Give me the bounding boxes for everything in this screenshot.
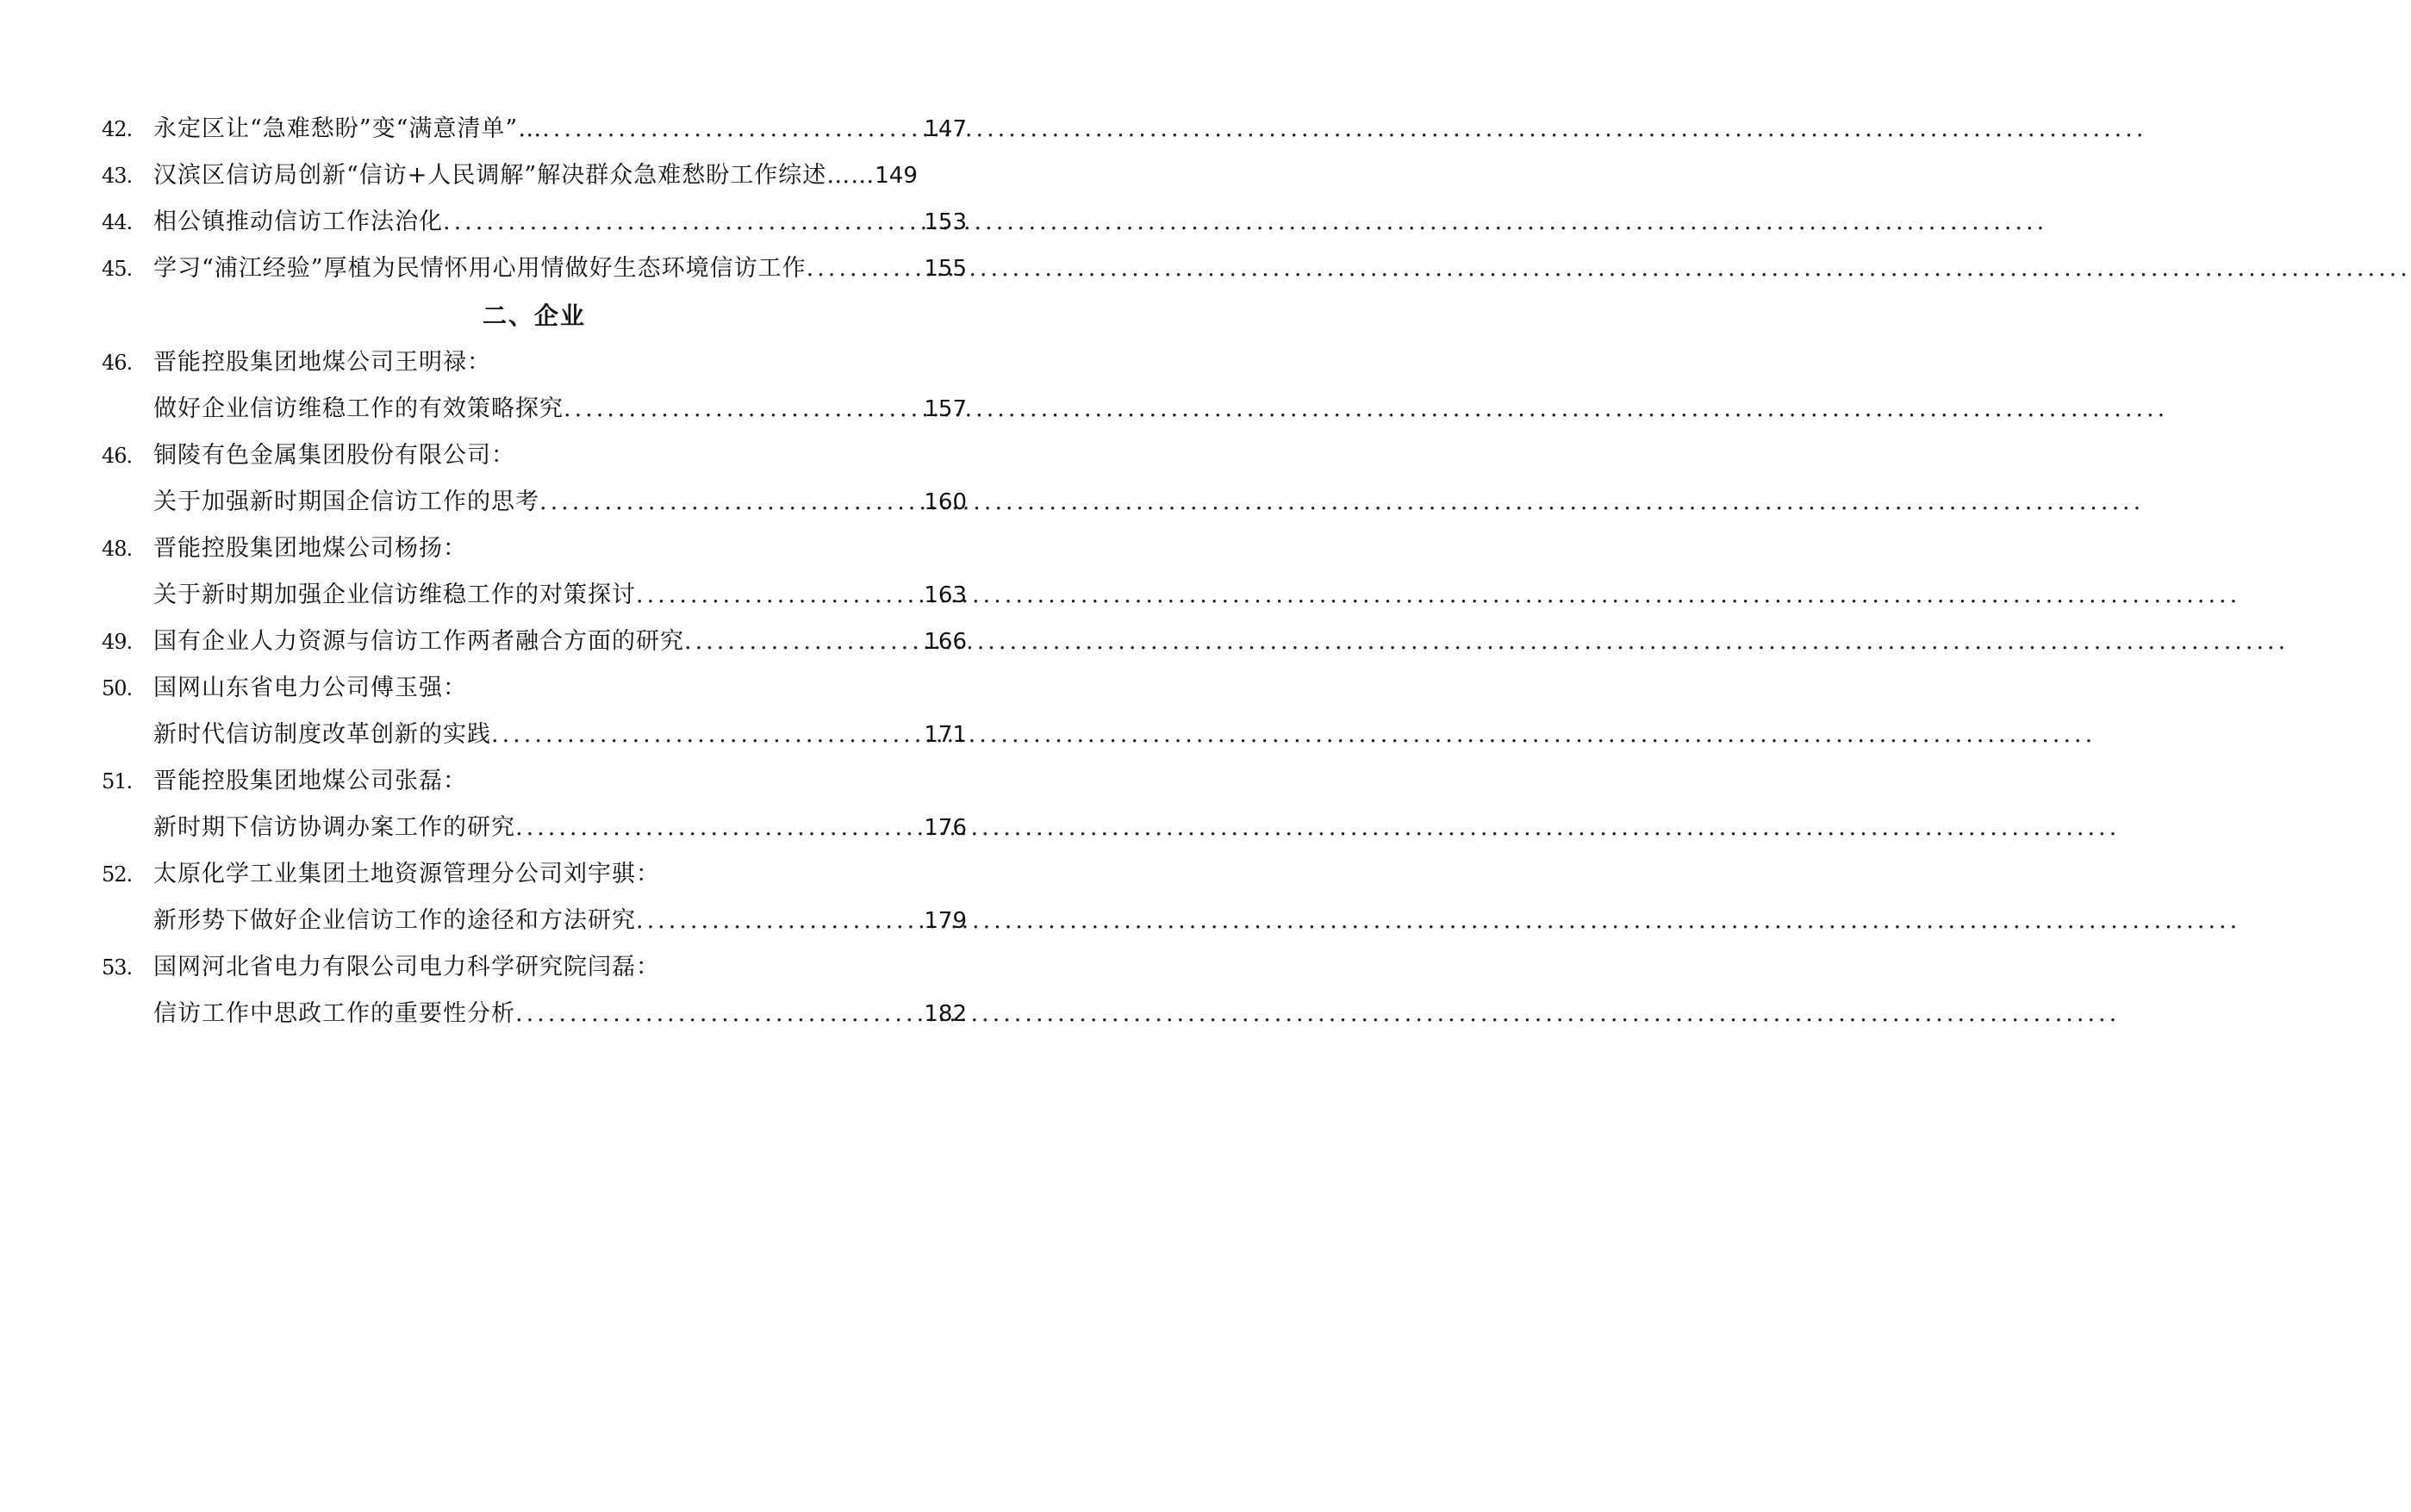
entry-author: 太原化学工业集团土地资源管理分公司刘宇骐： (153, 861, 660, 887)
entry-title: 汉滨区信访局创新“信访+人民调解”解决群众急难愁盼工作综述…… (153, 162, 875, 189)
entry-author: 晋能控股集团地煤公司王明禄： (153, 349, 491, 376)
entry-page-number: 160 (924, 489, 967, 515)
entry-page-number: 163 (924, 582, 967, 608)
dot-leader (542, 106, 924, 152)
toc-entry-title-line[interactable] (102, 805, 967, 851)
toc-entry-author-line[interactable] (102, 665, 967, 712)
entry-number: 53. (102, 955, 133, 980)
toc-entry-title-line[interactable] (102, 572, 967, 619)
entry-number: 50. (102, 676, 133, 700)
entry-title: 关于加强新时期国企信访工作的思考 (153, 488, 539, 515)
entry-title: 关于新时期加强企业信访维稳工作的对策探讨 (153, 582, 636, 608)
entry-title: 相公镇推动信访工作法治化 (153, 208, 443, 235)
dot-leader (636, 898, 924, 944)
entry-number: 42. (102, 117, 133, 141)
entry-page-number: 147 (924, 116, 967, 142)
entry-number: 51. (102, 769, 133, 793)
entry-page-number: 149 (875, 163, 918, 189)
dot-leader (684, 619, 924, 665)
entry-page-number: 171 (924, 722, 967, 748)
entry-page-number: 157 (924, 396, 967, 422)
toc-entry-author-line[interactable] (102, 339, 967, 386)
dot-leader (807, 246, 925, 292)
entry-page-number: 179 (924, 908, 967, 934)
dot-leader (539, 479, 924, 526)
entry-author: 国网山东省电力公司傅玉强： (153, 675, 467, 701)
toc-entry-title-line[interactable] (102, 386, 967, 432)
entry-title: 信访工作中思政工作的重要性分析 (153, 1000, 515, 1027)
entry-author: 国网河北省电力有限公司电力科学研究院闫磊： (153, 954, 660, 980)
entry-title: 做好企业信访维稳工作的有效策略探究 (153, 395, 564, 422)
entry-page-number: 153 (924, 209, 967, 235)
entry-number: 46. (102, 351, 133, 375)
entry-title: 永定区让“急难愁盼”变“满意清单”… (153, 115, 543, 142)
dot-leader (515, 805, 924, 851)
toc-entry[interactable] (102, 246, 967, 292)
entry-number: 49. (102, 630, 133, 654)
toc-entry[interactable] (102, 199, 967, 246)
toc-entry[interactable] (102, 152, 967, 199)
entry-number: 43. (102, 164, 133, 188)
entry-page-number: 176 (924, 815, 967, 841)
entry-number: 48. (102, 537, 133, 561)
toc-entry-title-line[interactable] (102, 991, 967, 1037)
dot-leader (443, 199, 924, 246)
entry-title: 新形势下做好企业信访工作的途径和方法研究 (153, 907, 636, 934)
toc-entry-author-line[interactable] (102, 758, 967, 805)
toc-entry-author-line[interactable] (102, 526, 967, 572)
entry-page-number: 155 (924, 256, 967, 282)
entry-author: 晋能控股集团地煤公司杨扬： (153, 535, 467, 562)
toc-entry-author-line[interactable] (102, 851, 967, 898)
toc-entry-title-line[interactable] (102, 712, 967, 758)
entry-title: 国有企业人力资源与信访工作两者融合方面的研究 (153, 628, 684, 655)
entry-number: 44. (102, 210, 133, 234)
dot-leader (491, 712, 924, 758)
entry-number: 45. (102, 257, 133, 281)
entry-author: 铜陵有色金属集团股份有限公司： (153, 442, 515, 469)
entry-author: 晋能控股集团地煤公司张磊： (153, 768, 467, 794)
entry-page-number: 182 (924, 1001, 967, 1027)
toc-entry-author-line[interactable] (102, 432, 967, 479)
entry-title: 新时期下信访协调办案工作的研究 (153, 814, 515, 841)
entry-page-number: 166 (924, 629, 967, 655)
entry-title: 新时代信访制度改革创新的实践 (153, 721, 491, 748)
entry-title: 学习“浦江经验”厚植为民情怀用心用情做好生态环境信访工作 (153, 255, 807, 282)
toc-page (0, 0, 1068, 1512)
toc-entry-title-line[interactable] (102, 479, 967, 526)
toc-entry-author-line[interactable] (102, 944, 967, 991)
dot-leader (515, 991, 924, 1037)
toc-entry[interactable] (102, 106, 967, 152)
section-heading: 二、企业 (482, 302, 586, 330)
toc-entry-title-line[interactable] (102, 898, 967, 944)
dot-leader (564, 386, 924, 432)
entry-number: 52. (102, 862, 133, 887)
dot-leader (636, 572, 924, 619)
entry-number: 46． (102, 444, 146, 468)
toc-entry[interactable] (102, 619, 967, 665)
